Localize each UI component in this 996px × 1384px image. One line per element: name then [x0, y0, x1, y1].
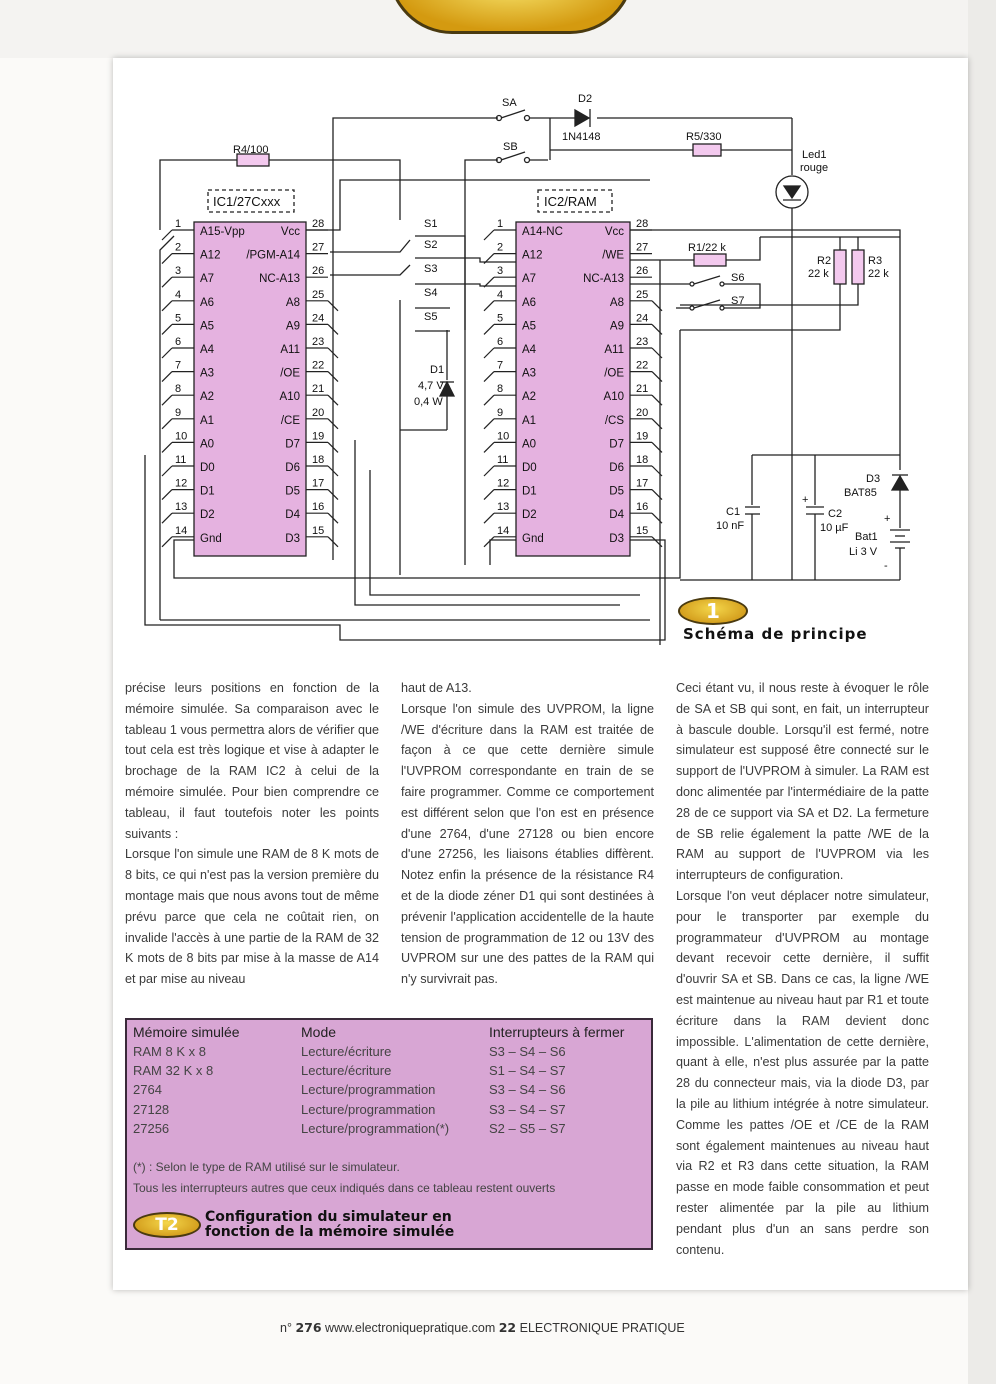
ic2-pin-number: 10 — [497, 430, 510, 443]
ic2-pin-name: D6 — [609, 462, 624, 474]
ic2-bus-entry — [484, 442, 494, 452]
table-cell: S3 – S4 – S6 — [489, 1044, 566, 1059]
ic2-pin-name: D1 — [522, 485, 537, 498]
table-cell: Lecture/programmation — [301, 1082, 436, 1097]
ic2-label: IC2/RAM — [544, 194, 597, 209]
ic2-pin-number: 14 — [497, 524, 510, 537]
ic1-pin-name: A3 — [200, 367, 215, 380]
table-header: Mémoire simulée — [133, 1024, 240, 1040]
ic1-pin-number: 13 — [175, 501, 188, 514]
text-column-3 — [676, 678, 929, 1260]
ic1-pin-name: A2 — [200, 391, 215, 404]
ic2-pin-number: 4 — [497, 288, 504, 301]
ic2-pin-number: 7 — [497, 359, 504, 372]
ic2-bus-entry — [484, 230, 494, 240]
figure-number-badge: 1 — [678, 597, 748, 625]
d3-part: BAT85 — [844, 487, 877, 499]
table-cell: Lecture/écriture — [301, 1063, 392, 1078]
ic1-pin-number: 19 — [312, 430, 325, 443]
ic2-pin-name: /WE — [602, 249, 624, 262]
ic2-pin-name: A7 — [522, 273, 537, 286]
ic1-pin-number: 12 — [175, 477, 188, 490]
ic1-pin-number: 20 — [312, 406, 325, 419]
ic2-pin-name: A10 — [603, 391, 624, 404]
ic2-pin-number: 22 — [636, 359, 649, 372]
ic1-pin-number: 11 — [175, 454, 187, 466]
ic1-pin-name: A4 — [200, 344, 215, 356]
c1-label: C1 — [726, 506, 741, 518]
ic1-pin-number: 17 — [312, 477, 325, 490]
ic2-pin-name: Gnd — [522, 532, 544, 545]
ic1-bus-entry — [162, 513, 172, 523]
ic1-pin-name: NC-A13 — [259, 273, 300, 286]
ic1-pin-name: D5 — [285, 485, 300, 498]
d2-label: D2 — [578, 93, 593, 105]
sb-label: SB — [503, 141, 518, 153]
ic1-bus-entry — [162, 301, 172, 311]
paragraph: Lorsque l'on simule une RAM de 8 K mots de 8 bits, ce qui n'est pas la version première du montage mais que nous avons tout de même prévu parce que cela ne coûtait rien, on invalide l'accès à une partie de la RAM de 32 K mots de 8 bits par mise à la masse de A14 et par mise au niveau — [125, 847, 379, 987]
ic2-pin-name: D5 — [609, 485, 624, 498]
ic2-pin-number: 19 — [636, 430, 649, 443]
ic1-pin-name: D7 — [285, 438, 300, 451]
s6-label: S6 — [731, 272, 745, 284]
ic2-pin-number: 27 — [636, 241, 649, 254]
ic1-bus-entry — [162, 372, 172, 382]
ic1-pin-number: 14 — [175, 524, 188, 537]
paragraph: haut de A13. — [401, 681, 472, 695]
ic1-pin-name: /CE — [280, 414, 300, 427]
ic2-pin-name: A0 — [522, 438, 537, 451]
s2-label: S2 — [424, 239, 438, 251]
ic2-pin-number: 17 — [636, 477, 649, 490]
ic1-pin-number: 2 — [175, 241, 182, 254]
d1-power: 0,4 W — [414, 396, 443, 408]
ic1-pin-number: 6 — [175, 336, 182, 348]
table-title — [205, 1210, 454, 1240]
paragraph: Ceci étant vu, il nous reste à évoquer le rôle de SA et SB qui sont, en fait, un interrupteur à bascule double. Lorsqu'il est fermé, notre simulateur est supposé être connecté sur le support de l'UVPROM à simuler. La RAM est donc alimentée par l'intermédiaire de la patte 28 de ce support via SA et D2. La fermeture de SB relie également la patte /WE de la RAM au support de l'UVPROM via les interrupteurs de configuration. — [676, 681, 929, 883]
table-cell: RAM 32 K x 8 — [133, 1063, 214, 1078]
ic2-pin-name: A4 — [522, 344, 537, 356]
ic2-bus-entry — [484, 372, 494, 382]
table-note: (*) : Selon le type de RAM utilisé sur le simulateur. — [133, 1160, 400, 1174]
table-cell: S3 – S4 – S6 — [489, 1082, 566, 1097]
d3-label: D3 — [866, 473, 881, 485]
ic1-bus-entry — [162, 490, 172, 500]
ic1-bus-entry — [162, 348, 172, 358]
ic2-pin-number: 25 — [636, 288, 649, 301]
ic1-pin-number: 7 — [175, 359, 182, 372]
table-cell: 27128 — [133, 1102, 170, 1117]
table-cell: RAM 8 K x 8 — [133, 1044, 206, 1059]
ic2-pin-number: 15 — [636, 524, 649, 537]
ic2-pin-number: 23 — [636, 336, 649, 348]
ic1-pin-name: A6 — [200, 296, 215, 309]
ic2-pin-name: D2 — [522, 509, 537, 522]
ic2-pin-number: 24 — [636, 312, 649, 325]
table-header: Interrupteurs à fermer — [489, 1024, 625, 1040]
r5-label: R5/330 — [686, 131, 722, 143]
ic1-bus-entry — [162, 442, 172, 452]
table-row — [127, 1102, 651, 1122]
ic1-pin-name: Vcc — [280, 226, 300, 238]
c2-value: 10 µF — [820, 522, 849, 534]
c2-plus: + — [802, 494, 809, 506]
ic1-pin-name: D4 — [285, 509, 300, 522]
ic2-pin-name: A6 — [522, 296, 537, 309]
table-cell: S3 – S4 – S7 — [489, 1102, 566, 1117]
ic1-bus-entry — [162, 324, 172, 334]
ic1-pin-name: A7 — [200, 273, 215, 286]
website: www.electroniquepratique.com — [325, 1321, 496, 1335]
ic1-pin-number: 26 — [312, 265, 325, 278]
text-column-1 — [125, 678, 379, 990]
r1-label: R1/22 k — [688, 242, 726, 254]
ic1-pin-number: 24 — [312, 312, 325, 325]
ic1-pin-number: 1 — [175, 218, 182, 230]
ic2-pin-name: D0 — [522, 462, 537, 474]
ic2-pin-number: 18 — [636, 454, 649, 466]
ic2-pin-name: A9 — [609, 320, 624, 333]
paragraph: précise leurs positions en fonction de la mémoire simulée. Sa comparaison avec le tableau 1 vous permettra alors de vérifier que tout cela est très logique et vise à adapter le brochage de la RAM IC2 à celui de la mémoire simulée. Pour bien comprendre ce tableau, il faut toutefois noter les points suivants : — [125, 681, 379, 841]
ic1-pin-name: A11 — [280, 344, 300, 356]
ic1-bus-entry — [162, 419, 172, 429]
table-title-line: fonction de la mémoire simulée — [205, 1224, 455, 1240]
ic1-bus-entry — [162, 537, 172, 547]
ic1-pin-number: 22 — [312, 359, 325, 372]
ic1-pin-name: A10 — [279, 391, 300, 404]
table-header: Mode — [301, 1024, 337, 1040]
table-cell: Lecture/écriture — [301, 1044, 392, 1059]
r3-label: R3 — [868, 255, 883, 267]
ic2-pin-name: D4 — [609, 509, 624, 522]
ic1-pin-name: A15-Vpp — [200, 226, 245, 238]
figure-title: Schéma de principe — [683, 625, 868, 643]
d1-voltage: 4,7 V — [418, 380, 444, 392]
table-cell: Lecture/programmation — [301, 1102, 436, 1117]
s1-label: S1 — [424, 218, 438, 230]
ic2-pin-number: 13 — [497, 501, 510, 514]
ic1-pin-name: /OE — [280, 367, 300, 380]
ic2-pin-number: 6 — [497, 336, 504, 348]
ic1-pin-number: 9 — [175, 406, 182, 419]
ic1-pin-number: 28 — [312, 218, 325, 230]
s7-label: S7 — [731, 295, 745, 307]
ic2-pin-number: 16 — [636, 501, 649, 514]
ic2-pin-name: NC-A13 — [583, 273, 624, 286]
sa-label: SA — [502, 97, 517, 109]
c2-label: C2 — [828, 508, 843, 520]
ic1-pin-number: 8 — [175, 383, 182, 396]
table-cell: S1 – S4 – S7 — [489, 1063, 566, 1078]
s5-label: S5 — [424, 311, 438, 323]
ic2-pin-number: 26 — [636, 265, 649, 278]
ic1-pin-number: 15 — [312, 524, 325, 537]
r2-value: 22 k — [808, 268, 829, 280]
ic1-pin-name: A1 — [200, 414, 215, 427]
ic1-pin-number: 25 — [312, 288, 325, 301]
s4-label: S4 — [424, 287, 438, 299]
ic2-pin-number: 12 — [497, 477, 510, 490]
ic2-pin-name: /OE — [604, 367, 624, 380]
ic1-pin-name: Gnd — [200, 532, 222, 545]
ic2-pin-name: A12 — [522, 249, 543, 262]
ic2-bus-entry — [484, 466, 494, 476]
ic2-bus-entry — [484, 324, 494, 334]
page-footer — [280, 1320, 685, 1335]
ic2-pin-name: /CS — [604, 414, 624, 427]
bat-value: Li 3 V — [849, 546, 878, 558]
ic2-pin-name: Vcc — [604, 226, 624, 238]
ic2-pin-name: A11 — [604, 344, 624, 356]
ic1-bus-entry — [162, 466, 172, 476]
c1-value: 10 nF — [716, 520, 745, 532]
d2-part: 1N4148 — [562, 131, 601, 143]
ic1-pin-name: A8 — [285, 296, 300, 309]
ic1-pin-number: 16 — [312, 501, 325, 514]
ic2-bus-entry — [484, 490, 494, 500]
ic1-pin-name: D1 — [200, 485, 215, 498]
issue-number: 276 — [295, 1320, 322, 1335]
paragraph: Lorsque l'on simule des UVPROM, la ligne /WE d'écriture dans la RAM est traitée de façon à ce que cette dernière simule l'UVPROM correspondante en train de se faire programmer. Comme ce comportement est différent selon que l'on est en présence d'une 2764, d'une 27128 ou bien encore d'une 27256, les liaisons établies diffèrent. Notez enfin la présence de la résistance R4 et de la diode zéner D1 qui sont destinées à prévenir l'application accidentelle de la haute tension de programmation de 12 ou 13V des UVPROM sur une des pattes de la RAM qui n'y survivrait pas. — [401, 701, 654, 987]
ic1-pin-number: 4 — [175, 288, 182, 301]
ic2-pin-number: 28 — [636, 218, 649, 230]
ic1-pin-number: 3 — [175, 265, 182, 278]
d1-label: D1 — [430, 364, 445, 376]
ic2-pin-name: A1 — [522, 414, 537, 427]
table-row — [127, 1121, 651, 1141]
ic2-bus-entry — [484, 537, 494, 547]
ic2-pin-number: 3 — [497, 265, 504, 278]
circuit-schematic — [0, 0, 996, 660]
r3-value: 22 k — [868, 268, 889, 280]
ic2-pin-number: 21 — [636, 383, 649, 396]
table-cell: Lecture/programmation(*) — [301, 1121, 450, 1136]
page-number: 22 — [498, 1320, 517, 1335]
r4-label: R4/100 — [233, 144, 269, 156]
ic1-bus-entry — [162, 277, 172, 287]
table-number-badge: T2 — [133, 1212, 201, 1238]
ic2-bus-entry — [484, 395, 494, 405]
ic2-pin-number: 11 — [497, 454, 509, 466]
ic1-pin-name: D0 — [200, 462, 215, 474]
ic1-pin-number: 10 — [175, 430, 188, 443]
bat-label: Bat1 — [855, 531, 878, 543]
ic2-pin-name: A5 — [522, 320, 537, 333]
ic1-pin-name: D3 — [285, 532, 300, 545]
ic2-pin-number: 8 — [497, 383, 504, 396]
r2-label: R2 — [817, 255, 832, 267]
ic1-pin-name: D6 — [285, 462, 300, 474]
ic1-label: IC1/27Cxxx — [213, 194, 281, 209]
s3-label: S3 — [424, 263, 438, 275]
table-note: Tous les interrupteurs autres que ceux indiqués dans ce tableau restent ouverts — [133, 1181, 556, 1195]
ic1-pin-number: 23 — [312, 336, 325, 348]
ic2-pin-name: D7 — [609, 438, 624, 451]
ic2-pin-number: 5 — [497, 312, 504, 325]
text-column-2 — [401, 678, 654, 990]
ic1-pin-number: 5 — [175, 312, 182, 325]
magazine-name: ELECTRONIQUE PRATIQUE — [519, 1321, 685, 1335]
ic2-bus-entry — [484, 513, 494, 523]
ic1-bus-entry — [162, 254, 172, 264]
led-label: Led1 — [802, 149, 827, 161]
table-row — [127, 1082, 651, 1102]
ic2-bus-entry — [484, 348, 494, 358]
table-row — [127, 1063, 651, 1083]
bat-plus: + — [884, 513, 891, 525]
ic1-pin-name: /PGM-A14 — [246, 249, 300, 262]
ic2-pin-number: 20 — [636, 406, 649, 419]
ic1-pin-name: D2 — [200, 509, 215, 522]
ic2-pin-name: A2 — [522, 391, 537, 404]
ic1-bus-entry — [162, 230, 172, 240]
ic2-pin-number: 9 — [497, 406, 504, 419]
ic2-pin-name: D3 — [609, 532, 624, 545]
table-title-line: Configuration du simulateur en — [205, 1209, 452, 1225]
issue-prefix: n° — [280, 1321, 292, 1335]
led-color: rouge — [800, 162, 829, 174]
table-cell: 27256 — [133, 1121, 170, 1136]
ic1-pin-number: 27 — [312, 241, 325, 254]
bat-minus: - — [884, 560, 888, 572]
ic2-pin-name: A8 — [609, 296, 624, 309]
table-2 — [125, 1018, 653, 1250]
ic1-pin-number: 18 — [312, 454, 325, 466]
ic2-pin-name: A3 — [522, 367, 537, 380]
paragraph: Lorsque l'on veut déplacer notre simulateur, pour le transporter par exemple du programmateur d'UVPROM au montage devant recevoir cette dernière, il suffit d'ouvrir SA et SB. Dans ce cas, la ligne /WE est maintenue au niveau haut par R1 et toute écriture dans la RAM devient donc impossible. L'alimentation de cette dernière, quant à elle, n'est plus assurée par la patte 28 du connecteur mais, via la diode D3, par la pile au lithium intégrée à notre simulateur. Comme les pattes /OE et /CE de la RAM sont également maintenues au niveau haut via R2 et R3 dans cette situation, la RAM passe en mode faible consommation et peut rester alimentée par la pile au lithium pendant plus d'un an sans perdre son contenu. — [676, 888, 929, 1257]
ic1-pin-name: A0 — [200, 438, 215, 451]
table-row — [127, 1044, 651, 1064]
table-cell: S2 – S5 – S7 — [489, 1121, 566, 1136]
table-cell: 2764 — [133, 1082, 162, 1097]
ic2-pin-number: 1 — [497, 218, 504, 230]
ic2-bus-entry — [484, 419, 494, 429]
ic2-pin-number: 2 — [497, 241, 504, 254]
ic2-pin-name: A14-NC — [522, 226, 563, 238]
ic1-pin-name: A12 — [200, 249, 221, 262]
ic2-bus-entry — [484, 301, 494, 311]
ic1-pin-name: A9 — [285, 320, 300, 333]
ic1-pin-name: A5 — [200, 320, 215, 333]
ic1-bus-entry — [162, 395, 172, 405]
ic1-pin-number: 21 — [312, 383, 325, 396]
